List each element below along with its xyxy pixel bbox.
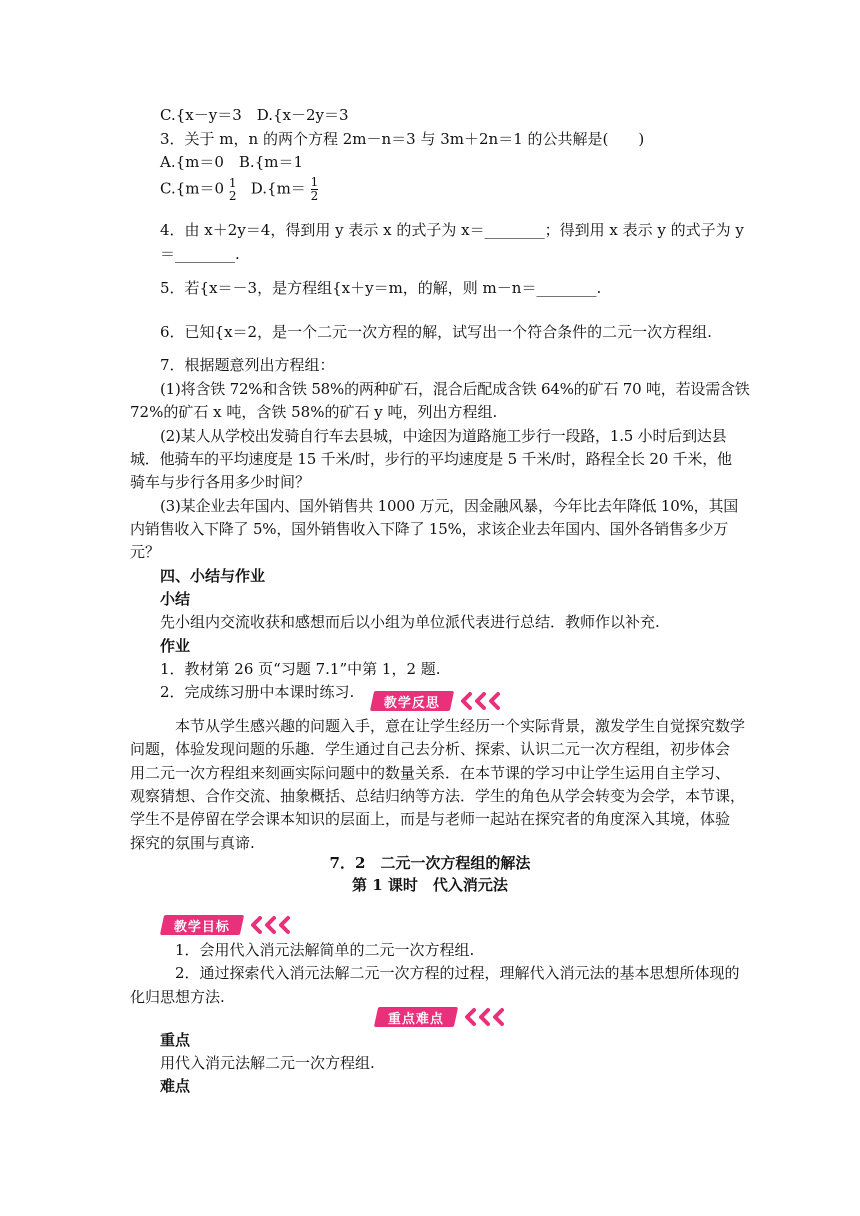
question-7-3: (3)某企业去年国内、国外销售共 1000 万元，因金融风暴，今年比去年降低 10%，其国	[160, 497, 739, 515]
objectives-badge	[162, 914, 296, 936]
question-7-2-cont2: 骑车与步行各用多少时间？	[130, 473, 311, 491]
fraction-c-denominator: 2	[228, 188, 237, 203]
fraction-d-numerator: 1	[310, 175, 319, 189]
reflection-badge	[372, 690, 506, 712]
question-7-1-cont: 72%的矿石 x 吨，含铁 58%的矿石 y 吨，列出方程组.	[130, 403, 498, 421]
question-7-3-cont2: 元？	[130, 543, 161, 561]
fraction-c-numerator: 1	[228, 175, 237, 190]
summary-text: 先小组内交流收获和感想而后以小组为单位派代表进行总结．教师作以补充.	[160, 613, 660, 631]
question-7-1: (1)将含铁 72%和含铁 58%的两种矿石，混合后配成含铁 64%的矿石 70 吨，若设需含铁	[160, 380, 750, 398]
question-4: 4．由 x＋2y＝4，得到用 y 表示 x 的式子为 x＝________；得到用 x 表示 y 的式子为 y	[160, 221, 744, 239]
option-c-text: C.{m＝0	[160, 179, 225, 198]
key-point-text: 用代入消元法解二元一次方程组.	[160, 1054, 375, 1072]
difficulty-heading: 难点	[160, 1077, 191, 1095]
question-6: 6．已知{x＝2，是一个二元一次方程的解，试写出一个符合条件的二元一次方程组.	[160, 323, 712, 341]
reflection-line-1: 本节从学生感兴趣的问题入手，意在让学生经历一个实际背景，激发学生自觉探究数学	[175, 717, 746, 735]
fraction-c	[229, 177, 237, 203]
triple-chevron-icon	[464, 1007, 510, 1027]
reflection-line-4: 观察猜想、合作交流、抽象概括、总结归纳等方法．学生的角色从学会转变为会学，本节课，	[130, 787, 746, 805]
key-points-badge-box	[374, 1007, 458, 1027]
reflection-badge-label: 教学反思	[384, 695, 441, 711]
reflection-line-3: 用二元一次方程组来刻画实际问题中的数量关系．在本节课的学习中让学生运用自主学习、	[130, 764, 731, 782]
question-5: 5．若{x＝－3，是方程组{x＋y＝m，的解，则 m－n＝________.	[160, 279, 602, 297]
question-4-cont: ＝________.	[160, 245, 240, 263]
question-7-3-cont1: 内销售收入下降了 5%，国外销售收入下降了 15%，求该企业去年国内、国外各销售多少万	[130, 520, 729, 538]
summary-heading: 小结	[160, 590, 191, 608]
triple-chevron-icon	[460, 691, 506, 711]
objective-2-cont: 化归思想方法.	[130, 988, 225, 1006]
reflection-line-6: 探究的氛围与真谛.	[130, 834, 255, 852]
objective-1: 1．会用代入消元法解简单的二元一次方程组.	[175, 941, 475, 959]
key-points-badge-label: 重点难点	[388, 1011, 445, 1027]
option-c-d-line: C.{x－y＝3 D.{x－2y＝3	[160, 106, 349, 124]
reflection-line-2: 问题，体验发现问题的乐趣．学生通过自己去分析、探索、认识二元一次方程组，初步体会	[130, 740, 731, 758]
section-four-heading: 四、小结与作业	[160, 567, 266, 585]
reflection-badge-box	[370, 691, 454, 711]
homework-item-2: 2．完成练习册中本课时练习.	[160, 683, 355, 701]
option-a-b-line: A.{m＝0 B.{m＝1	[160, 153, 304, 171]
question-3: 3．关于 m，n 的两个方程 2m－n＝3 与 3m＋2n＝1 的公共解是( )	[160, 130, 645, 148]
key-points-badge	[376, 1006, 510, 1028]
question-7-2: (2)某人从学校出发骑自行车去县城，中途因为道路施工步行一段路，1.5 小时后到达县	[160, 427, 727, 445]
key-point-heading: 重点	[160, 1031, 191, 1049]
lesson-title: 第 1 课时 代入消元法	[352, 876, 508, 894]
homework-heading: 作业	[160, 637, 191, 655]
fraction-d-denominator: 2	[310, 189, 319, 203]
objectives-badge-label: 教学目标	[174, 919, 231, 935]
option-c-d-fraction-line	[160, 176, 318, 216]
objectives-badge-box	[160, 915, 244, 935]
question-7-2-cont1: 城．他骑车的平均速度是 15 千米/时，步行的平均速度是 5 千米/时，路程全长 20 千米，他	[130, 450, 732, 468]
homework-item-1: 1．教材第 26 页“习题 7.1”中第 1，2 题.	[160, 660, 441, 678]
option-d-text: D.{m＝	[250, 179, 306, 198]
question-7: 7．根据题意列出方程组：	[160, 356, 335, 374]
fraction-d	[311, 176, 319, 203]
triple-chevron-icon	[250, 915, 296, 935]
objective-2: 2．通过探索代入消元法解二元一次方程的过程，理解代入消元法的基本思想所体现的	[175, 964, 740, 982]
reflection-line-5: 学生不是停留在学会课本知识的层面上，而是与老师一起站在探究者的角度深入其境，体验	[130, 810, 731, 828]
section-title: 7．2 二元一次方程组的解法	[329, 854, 531, 872]
